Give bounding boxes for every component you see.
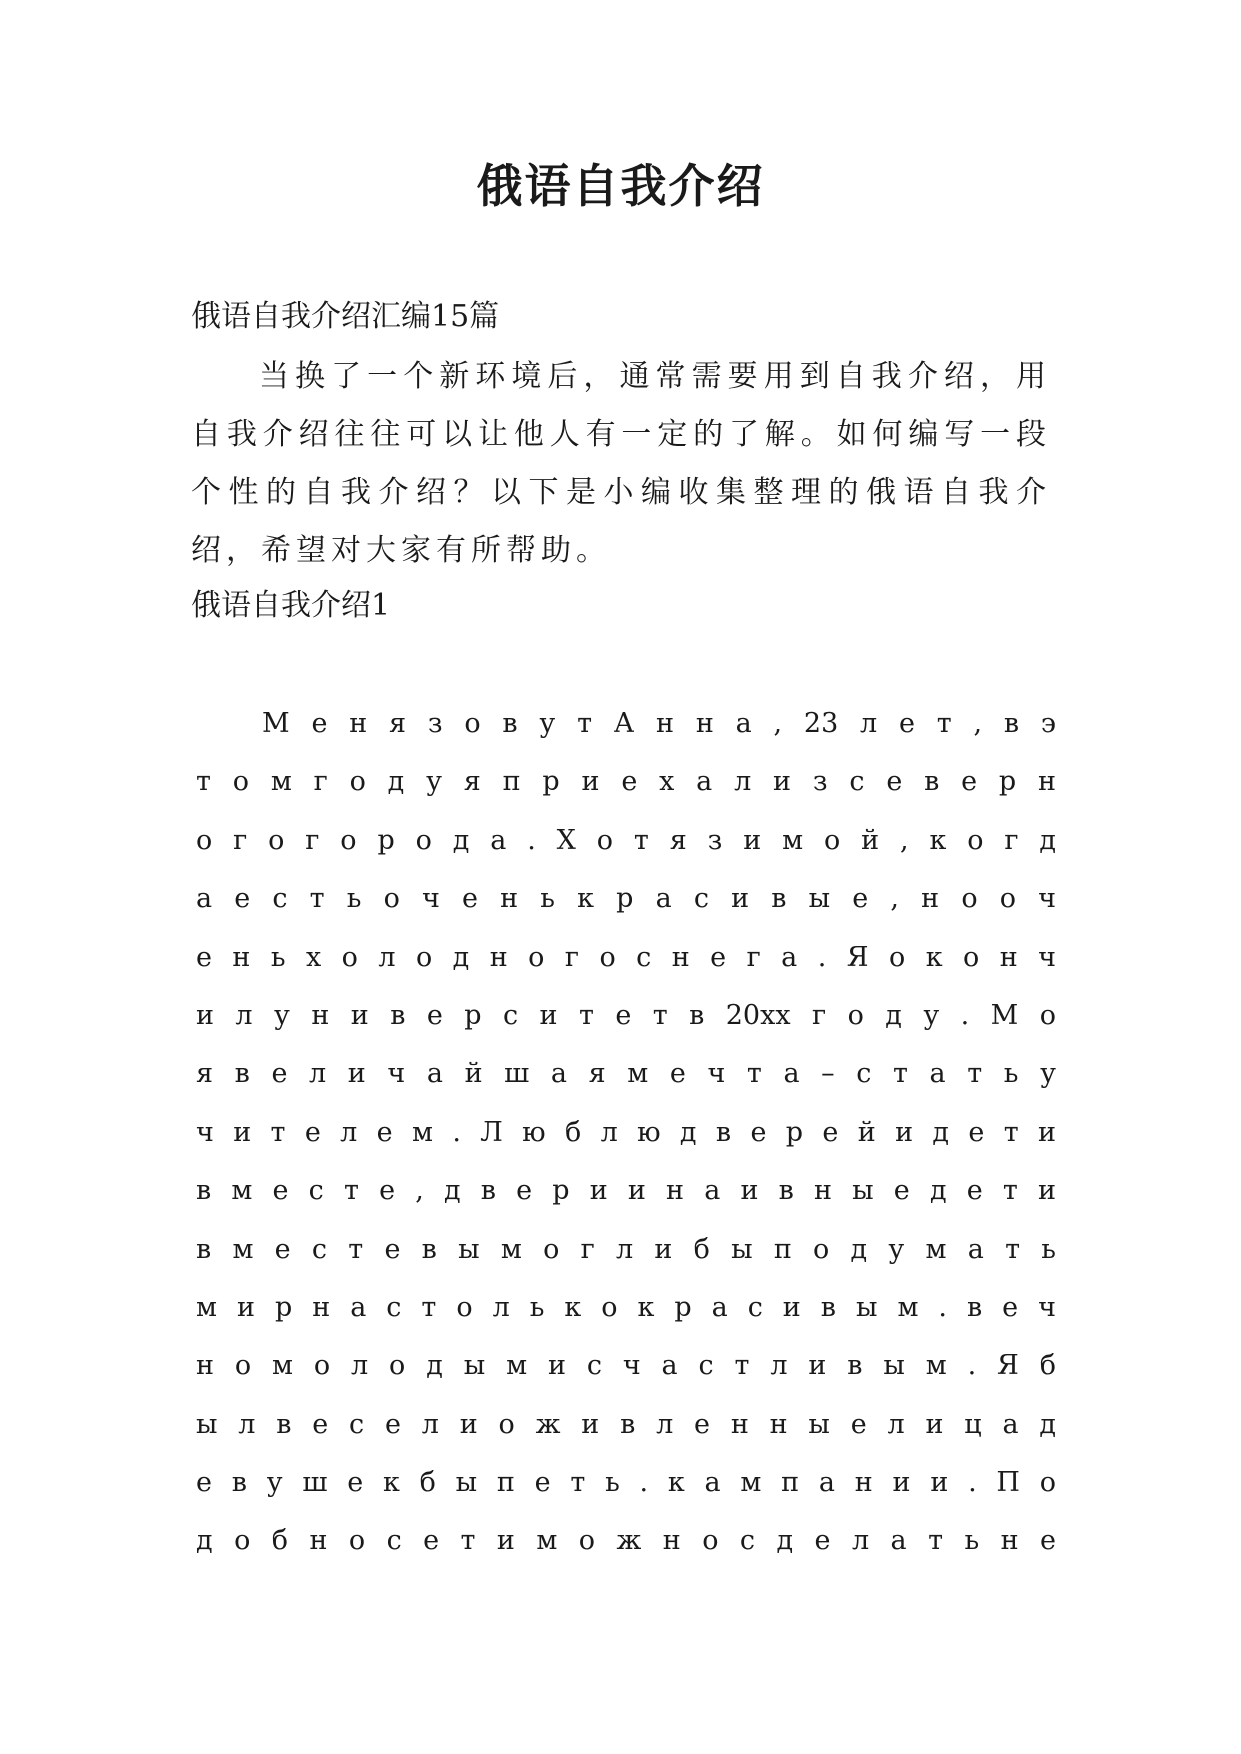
section-heading: 俄语自我介绍1 [191, 588, 391, 623]
russian-text-block [196, 695, 1056, 1571]
text-line: е в у ш е к б ы п е т ь . к а м п а н и и . П о [196, 1467, 1056, 1499]
text-line: д о б н о с е т и м о ж н о с д е л а т ь н е [196, 1525, 1056, 1557]
text-line: м и р н а с т о л ь к о к р а с и в ы м . в е ч [196, 1291, 1056, 1323]
text-line: н о м о л о д ы м и с ч а с т л и в ы м . Я б [196, 1350, 1056, 1382]
text-line: и л у н и в е р с и т е т в 20xx г о д у . М о [196, 999, 1056, 1031]
collection-heading: 俄语自我介绍汇编15篇 [191, 299, 500, 334]
text-line: М е н я з о в у т А н н а , 23 л е т , в э [262, 708, 1056, 739]
text-line: в м е с т е в ы м о г л и б ы п о д у м а т ь [196, 1233, 1056, 1265]
text-line: я в е л и ч а й ш а я м е ч т а – с т а т ь у [196, 1058, 1056, 1090]
document-title: 俄语自我介绍 [476, 159, 765, 213]
text-line: т о м г о д у я п р и е х а л и з с е в е р н [196, 766, 1056, 798]
intro-paragraph: 当换了一个新环境后，通常需要用到自我介绍，用自我介绍往往可以让他人有一定的了解。如何编写一段个性的自我介绍？以下是小编收集整理的俄语自我介绍，希望对大家有所帮助。 [191, 359, 1051, 568]
text-line: ы л в е с е л и о ж и в л е н н ы е л и ц а д [196, 1408, 1056, 1440]
text-line: а е с т ь о ч е н ь к р а с и в ы е , н о о ч [196, 883, 1056, 915]
text-line: е н ь х о л о д н о г о с н е г а . Я о к о н ч [196, 941, 1056, 973]
text-line: в м е с т е , д в е р и и н а и в н ы е д е т и [196, 1175, 1056, 1207]
text-line: ч и т е л е м . Л ю б л ю д в е р е й и д е т и [196, 1116, 1056, 1148]
text-line: о г о г о р о д а . Х о т я з и м о й , к о г д [196, 824, 1056, 856]
